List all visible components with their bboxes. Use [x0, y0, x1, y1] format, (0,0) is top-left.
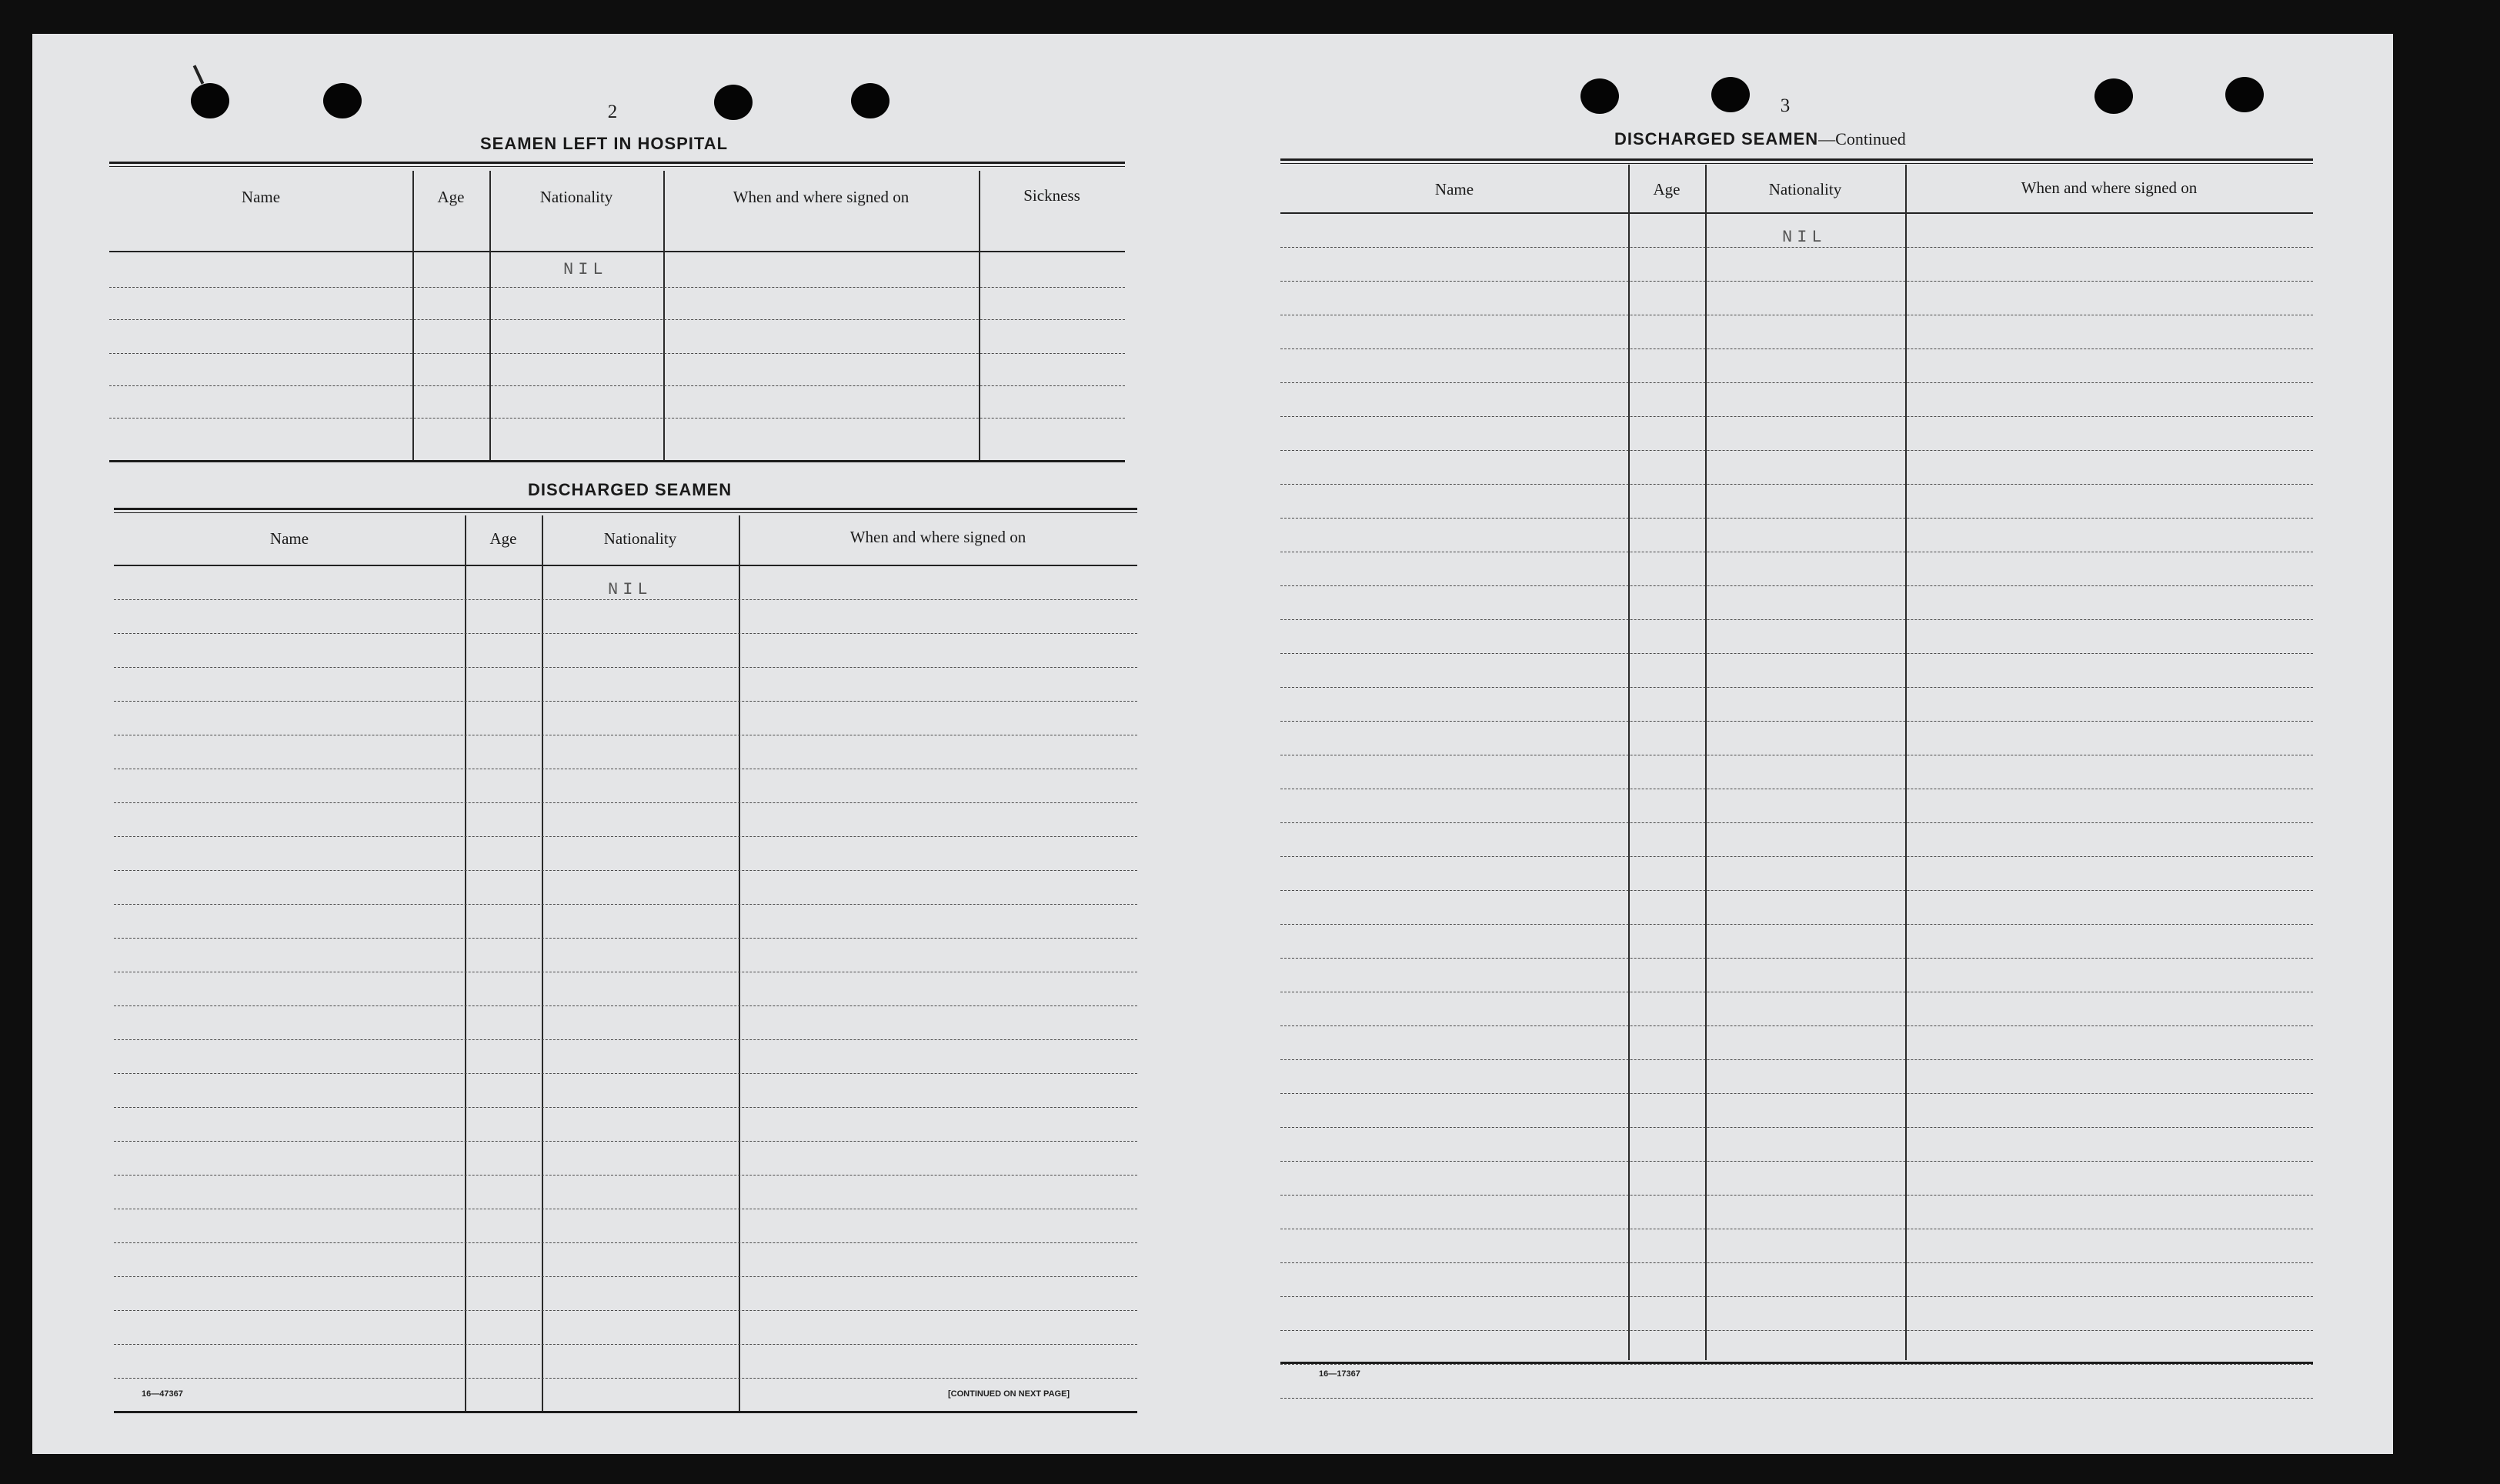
section-title-suffix: —Continued — [1818, 129, 1906, 148]
table-row — [1280, 992, 2313, 1026]
table-row — [1280, 620, 2313, 654]
section-title — [1614, 129, 1906, 149]
table-row — [1280, 722, 2313, 755]
table-bottom-rule — [109, 460, 1125, 462]
table-row — [114, 1277, 1137, 1311]
column-header-nationality: Nationality — [539, 188, 613, 206]
table-bottom-rule — [114, 1411, 1137, 1413]
table-row — [1280, 755, 2313, 789]
table-row — [114, 1006, 1137, 1040]
table-row — [1280, 823, 2313, 857]
column-header-signed-on: When and where signed on — [849, 528, 1026, 546]
table-row — [1280, 1365, 2313, 1399]
ledger-sheet — [32, 34, 2393, 1454]
table-row — [109, 354, 1125, 386]
table-row — [109, 252, 1125, 288]
continued-note: [CONTINUED ON NEXT PAGE] — [948, 1389, 1070, 1399]
table-row — [109, 288, 1125, 320]
table-row — [1280, 1196, 2313, 1229]
column-header-age: Age — [1653, 180, 1681, 198]
left-page — [32, 34, 1187, 1454]
table-row — [114, 702, 1137, 735]
table-row — [114, 634, 1137, 668]
table-row — [114, 769, 1137, 803]
column-header-nationality: Nationality — [1768, 180, 1842, 198]
form-number: 16—17367 — [1319, 1369, 1360, 1379]
table-row — [114, 972, 1137, 1006]
table-row — [114, 1176, 1137, 1209]
table-row — [114, 1243, 1137, 1277]
discharged-continued-table — [1280, 158, 2313, 1397]
table-rows — [1280, 214, 2313, 1399]
nil-entry: NIL — [563, 260, 608, 279]
column-header-nationality: Nationality — [603, 529, 677, 548]
table-row — [1280, 1128, 2313, 1162]
table-row — [114, 1209, 1137, 1243]
table-rows — [109, 252, 1125, 419]
hospital-table — [109, 162, 1125, 465]
table-row — [1280, 519, 2313, 552]
section-title-text: DISCHARGED SEAMEN — [1614, 129, 1819, 148]
table-row — [1280, 959, 2313, 992]
table-row — [1280, 925, 2313, 959]
nil-entry: NIL — [1782, 228, 1827, 247]
table-row — [114, 939, 1137, 972]
table-row — [1280, 1229, 2313, 1263]
table-row — [114, 600, 1137, 634]
column-header-age: Age — [489, 529, 517, 548]
table-row — [114, 837, 1137, 871]
column-header-name: Name — [269, 529, 309, 548]
table-row — [114, 1074, 1137, 1108]
column-header-signed-on: When and where signed on — [2021, 178, 2198, 197]
table-row — [1280, 654, 2313, 688]
column-header-signed-on: When and where signed on — [733, 188, 910, 206]
table-row — [1280, 1026, 2313, 1060]
table-row — [1280, 349, 2313, 383]
table-row — [114, 668, 1137, 702]
table-row — [1280, 315, 2313, 349]
table-top-rule — [1280, 158, 2313, 164]
form-number: 16—47367 — [142, 1389, 183, 1399]
table-row — [114, 1311, 1137, 1345]
table-row — [1280, 1060, 2313, 1094]
page-number: 2 — [607, 102, 618, 122]
table-row — [1280, 552, 2313, 586]
table-row — [1280, 857, 2313, 891]
table-row — [1280, 417, 2313, 451]
table-row — [114, 1142, 1137, 1176]
table-bottom-rule — [1280, 1362, 2313, 1364]
discharged-table — [114, 508, 1137, 1412]
table-row — [114, 803, 1137, 837]
right-page — [1263, 34, 2393, 1454]
table-row — [1280, 789, 2313, 823]
table-row — [114, 1108, 1137, 1142]
table-row — [1280, 891, 2313, 925]
table-row — [1280, 1297, 2313, 1331]
table-row — [1280, 1162, 2313, 1196]
section-title: DISCHARGED SEAMEN — [528, 480, 733, 499]
table-top-rule — [114, 508, 1137, 513]
table-row — [1280, 248, 2313, 282]
column-header-name: Name — [1434, 180, 1474, 198]
table-top-rule — [109, 162, 1125, 167]
nil-entry: NIL — [608, 580, 653, 599]
table-row — [1280, 282, 2313, 315]
section-title: SEAMEN LEFT IN HOSPITAL — [480, 134, 729, 153]
table-row — [114, 1345, 1137, 1379]
column-header-sickness: Sickness — [1023, 186, 1080, 205]
table-row — [1280, 451, 2313, 485]
table-row — [1280, 688, 2313, 722]
table-row — [114, 905, 1137, 939]
table-row — [114, 1040, 1137, 1074]
table-row — [109, 320, 1125, 354]
table-row — [1280, 485, 2313, 519]
table-row — [1280, 1331, 2313, 1365]
table-row — [114, 871, 1137, 905]
table-rows — [114, 566, 1137, 1412]
column-header-name: Name — [241, 188, 281, 206]
table-row — [1280, 1094, 2313, 1128]
table-row — [1280, 1263, 2313, 1297]
column-header-age: Age — [437, 188, 465, 206]
table-row — [1280, 586, 2313, 620]
table-row — [1280, 383, 2313, 417]
table-row — [109, 386, 1125, 419]
page-number: 3 — [1780, 95, 1791, 116]
table-row — [114, 735, 1137, 769]
